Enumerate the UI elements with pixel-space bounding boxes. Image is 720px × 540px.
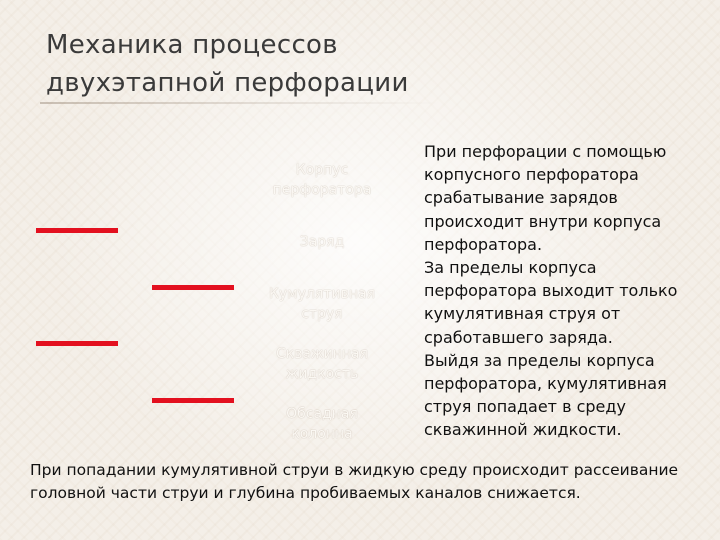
label-charge-line-1: Заряд: [299, 234, 345, 250]
label-perforator-body: [252, 160, 392, 200]
red-line-charge: [152, 285, 234, 290]
explanation-line: При перфорации с помощью: [424, 142, 667, 161]
conclusion-text: [30, 459, 710, 505]
label-casing: [252, 404, 392, 444]
explanation-line: перфоратора, кумулятивная: [424, 374, 667, 394]
label-well-fluid-line-1: Скважинная: [275, 346, 369, 362]
label-casing-line-1: Обсадная: [286, 406, 358, 422]
explanation-line: корпусного перфоратора: [424, 165, 639, 185]
red-line-casing: [152, 398, 234, 403]
conclusion-line-2: головной части струи и глубина пробиваемых каналов снижается.: [30, 484, 581, 502]
explanation-line: срабатывание зарядов: [424, 188, 618, 208]
explanation-line: сработавшего заряда.: [424, 327, 613, 347]
explanation-line: происходит внутри корпуса: [424, 211, 662, 231]
label-cumulative-jet-line-2: струя: [301, 306, 343, 322]
slide-title: [46, 26, 566, 102]
label-charge: [252, 232, 392, 252]
red-line-cumulative-jet: [36, 341, 118, 346]
title-line-2: двухэтапной перфорации: [46, 68, 409, 98]
explanation-line: перфоратора выходит только: [424, 281, 678, 301]
label-perforator-body-line-2: перфоратора: [272, 182, 372, 198]
title-line-1: Механика процессов: [46, 30, 338, 60]
explanation-line: Выйдя за пределы корпуса: [424, 350, 655, 370]
conclusion-line-1: При попадании кумулятивной струи в жидкую среду происходит рассеивание: [30, 461, 679, 479]
label-casing-line-2: колонна: [291, 426, 353, 442]
red-line-perforator-body: [36, 228, 118, 233]
explanation-line: перфоратора.: [424, 234, 543, 254]
label-perforator-body-line-1: Корпус: [295, 162, 349, 178]
explanation-line: За пределы корпуса: [424, 258, 597, 278]
explanation-line: кумулятивная струя от: [424, 304, 621, 324]
label-well-fluid: [252, 344, 392, 384]
label-cumulative-jet: [252, 284, 392, 324]
label-well-fluid-line-2: жидкость: [285, 366, 359, 382]
explanation-line: струя попадает в среду: [424, 397, 626, 417]
label-cumulative-jet-line-1: Кумулятивная: [268, 286, 376, 302]
title-underline: [40, 102, 440, 104]
explanation-line: скважинной жидкости.: [424, 420, 622, 440]
explanation-text: [424, 140, 714, 442]
